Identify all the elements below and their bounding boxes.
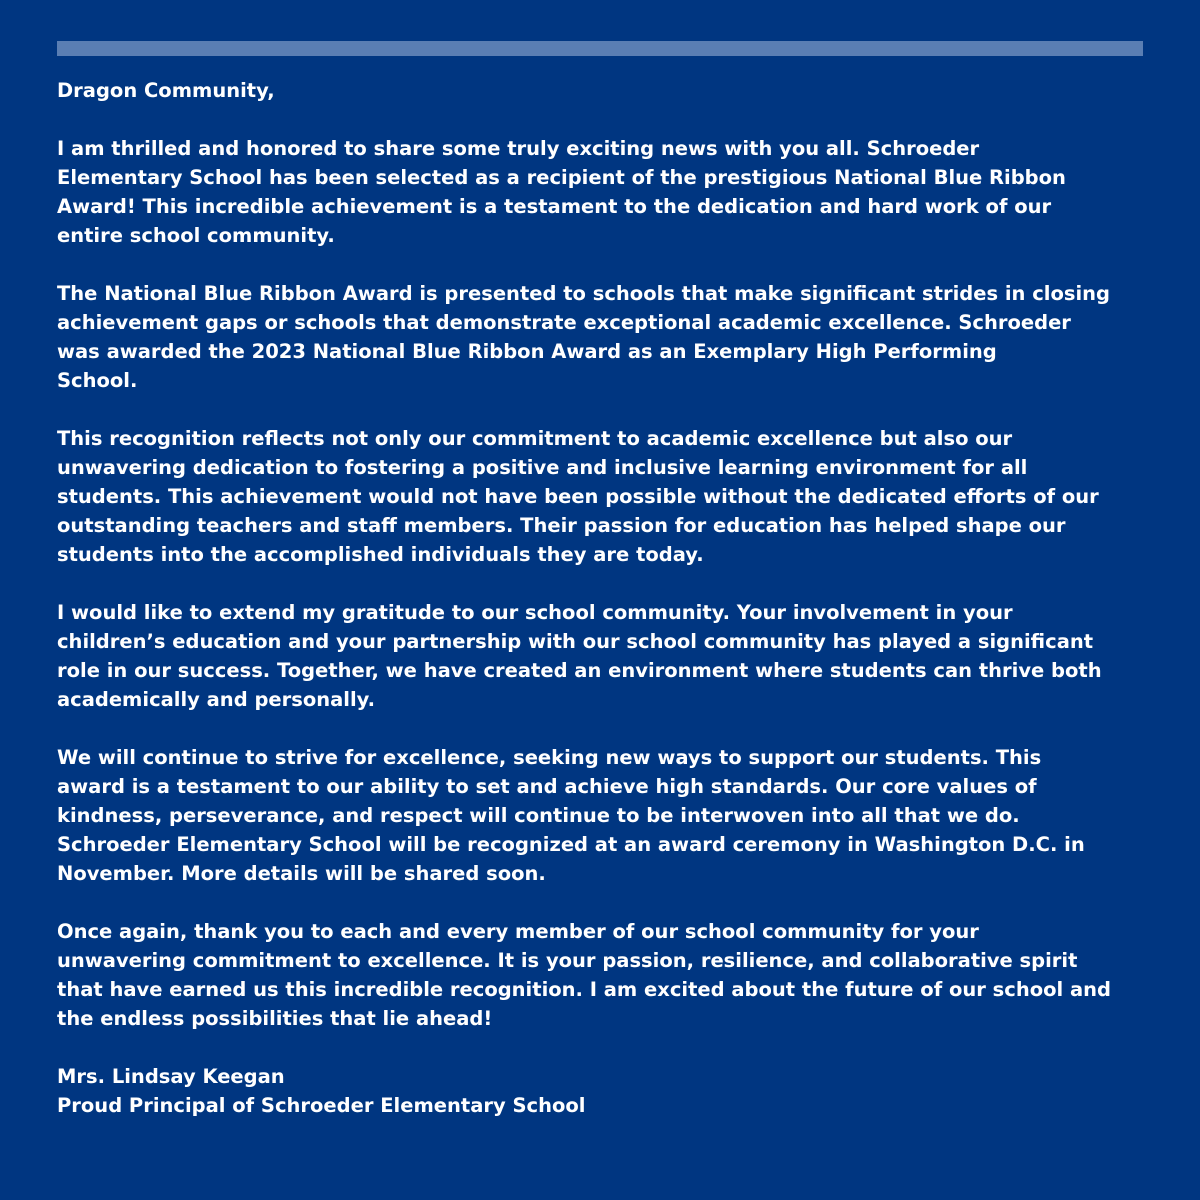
paragraph-line: November. More details will be shared soon. — [57, 862, 546, 885]
paragraph-line: unwavering dedication to fostering a positive and inclusive learning environment for all — [57, 456, 1028, 479]
paragraph-line: entire school community. — [57, 224, 335, 247]
paragraph-line: We will continue to strive for excellence, seeking new ways to support our students. This — [57, 746, 1042, 769]
paragraph-line: Once again, thank you to each and every member of our school community for your — [57, 920, 979, 943]
paragraph-line: students. This achievement would not have been possible without the dedicated efforts of our — [57, 485, 1099, 508]
paragraph-line: academically and personally. — [57, 688, 375, 711]
paragraph-line: role in our success. Together, we have created an environment where students can thrive both — [57, 659, 1102, 682]
paragraph-future — [57, 743, 1152, 888]
salutation — [57, 76, 1152, 105]
paragraph-line: was awarded the 2023 National Blue Ribbon Award as an Exemplary High Performing — [57, 340, 997, 363]
paragraph-award-description — [57, 279, 1152, 395]
paragraph-line: students into the accomplished individuals they are today. — [57, 543, 704, 566]
paragraph-line: children’s education and your partnership with our school community has played a significant — [57, 630, 1094, 653]
paragraph-line: I am thrilled and honored to share some truly exciting news with you all. Schroeder — [57, 137, 980, 160]
paragraph-line: Elementary School has been selected as a recipient of the prestigious National Blue Ribbon — [57, 166, 1066, 189]
paragraph-line: kindness, perseverance, and respect will continue to be interwoven into all that we do. — [57, 804, 1020, 827]
paragraph-line: School. — [57, 369, 138, 392]
paragraph-line: I would like to extend my gratitude to our school community. Your involvement in your — [57, 601, 1013, 624]
letter-body — [57, 76, 1152, 1149]
paragraph-gratitude — [57, 598, 1152, 714]
paragraph-line: Award! This incredible achievement is a testament to the dedication and hard work of our — [57, 195, 1052, 218]
paragraph-line: Schroeder Elementary School will be recognized at an award ceremony in Washington D.C. in — [57, 833, 1085, 856]
paragraph-line: unwavering commitment to excellence. It is your passion, resilience, and collaborative spirit — [57, 949, 1078, 972]
paragraph-recognition — [57, 424, 1152, 569]
salutation-text: Dragon Community, — [57, 79, 275, 102]
paragraph-announcement — [57, 134, 1152, 250]
paragraph-closing — [57, 917, 1152, 1033]
signature-title: Proud Principal of Schroeder Elementary School — [57, 1094, 586, 1117]
paragraph-line: This recognition reflects not only our commitment to academic excellence but also our — [57, 427, 1013, 450]
signature-block — [57, 1062, 1152, 1120]
paragraph-line: the endless possibilities that lie ahead! — [57, 1007, 493, 1030]
paragraph-line: that have earned us this incredible recognition. I am excited about the future of our school and — [57, 978, 1111, 1001]
paragraph-line: award is a testament to our ability to set and achieve high standards. Our core values of — [57, 775, 1037, 798]
top-accent-bar — [57, 41, 1143, 56]
paragraph-line: outstanding teachers and staff members. Their passion for education has helped shape our — [57, 514, 1066, 537]
paragraph-line: achievement gaps or schools that demonstrate exceptional academic excellence. Schroeder — [57, 311, 1071, 334]
paragraph-line: The National Blue Ribbon Award is presented to schools that make significant strides in closing — [57, 282, 1110, 305]
signature-name: Mrs. Lindsay Keegan — [57, 1065, 285, 1088]
